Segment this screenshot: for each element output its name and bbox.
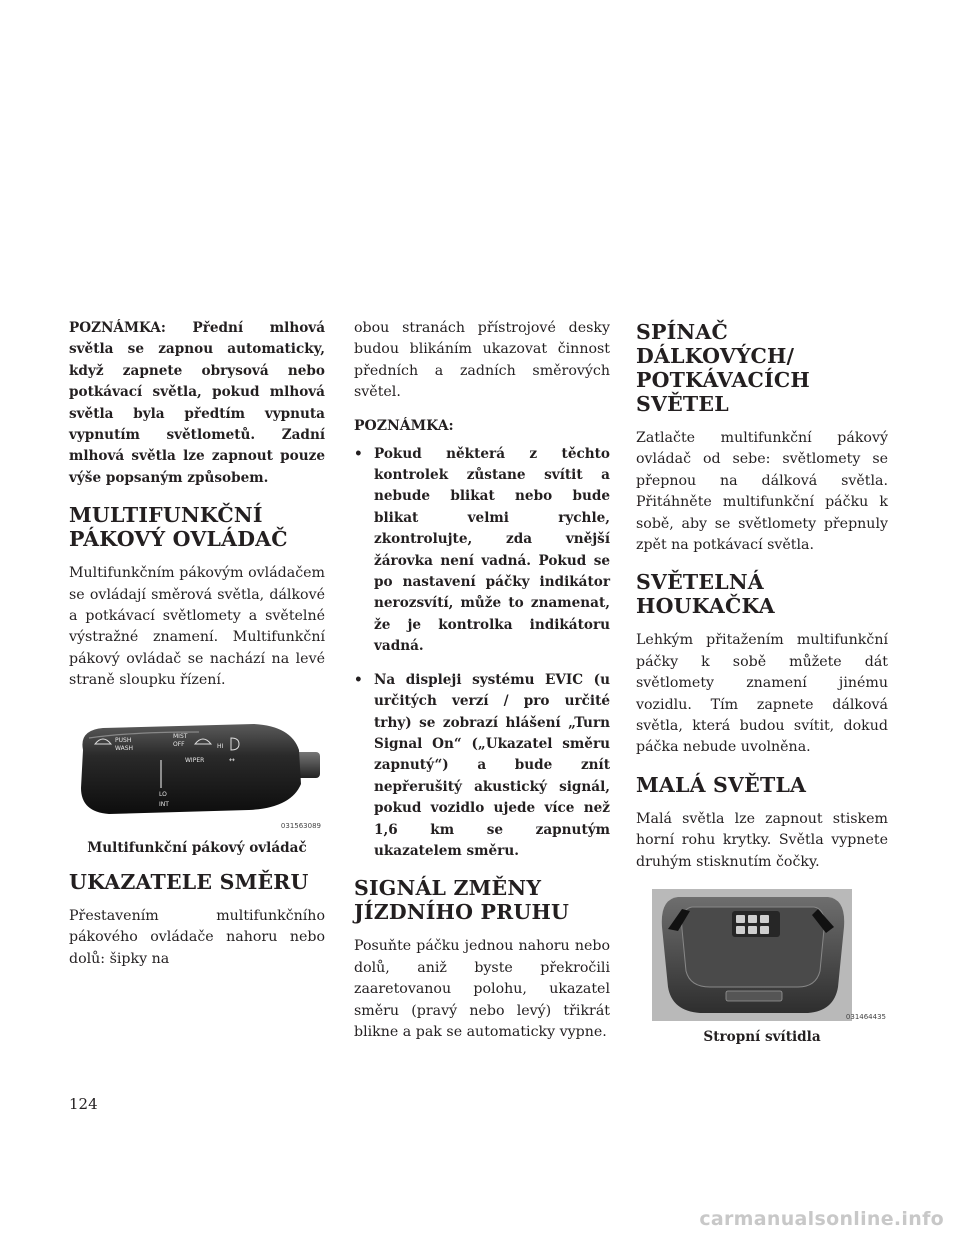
lever-label-hi: HI	[217, 742, 224, 750]
paragraph-turn-signals: Přestavením multifunkčního pákového ovládače nahoru nebo dolů: šipky na	[69, 907, 325, 967]
paragraph-flash-to-pass: Lehkým přitažením multifunkční páčky k sobě můžete dát světlomety znamení jinému vozidlu. Tím zapnete dálková světla, která budou svítit, dokud páčka nebude uvolněna.	[636, 632, 888, 756]
dome-light-figure	[636, 887, 888, 1025]
lever-label-wiper: WIPER	[185, 756, 205, 764]
heading-small-lights: MALÁ SVĚTLA	[636, 772, 807, 797]
figure-code-dome: 031464435	[845, 1013, 886, 1022]
column-3	[636, 318, 888, 1057]
note-list	[354, 444, 610, 863]
figure-caption-dome: Stropní svítidla	[703, 1029, 821, 1046]
lever-label-push: PUSH	[115, 736, 132, 744]
paragraph-beam-switch: Zatlačte multifunkční pákový ovládač od sebe: světlomety se přepnou na dálková světla. Přitáhněte multifunkční páčku k sobě, aby se světlomety přepnuly zpět na potkávací světla.	[636, 430, 888, 554]
fog-light-note: POZNÁMKA: Přední mlhová světla se zapnou automaticky, když zapnete obrysová nebo potkávací světla, pokud mlhová světla byla předtím vypnuta vypnutím světlometů. Zadní mlhová světla lze zapnout pouze výše popsaným způsobem.	[69, 320, 325, 486]
arrow-icon: ↔	[229, 755, 235, 764]
page-number: 124	[69, 1095, 98, 1113]
column-1	[69, 318, 325, 984]
heading-lane-change: SIGNÁL ZMĚNY JÍZDNÍHO PRUHU	[354, 876, 570, 925]
lever-label-wash: WASH	[115, 744, 134, 752]
lever-label-off: OFF	[173, 740, 185, 748]
heading-turn-signals: UKAZATELE SMĚRU	[69, 869, 309, 894]
paragraph-small-lights: Malá světla lze zapnout stiskem horní rohu krytky. Světla vypnete druhým stisknutím čočky.	[636, 810, 888, 870]
note-heading: POZNÁMKA:	[354, 417, 454, 434]
heading-multifunction-lever: MULTIFUNKČNÍ PÁKOVÝ OVLÁDAČ	[69, 503, 288, 552]
note-item: • Pokud některá z těchto kontrolek zůstane svítit a nebude blikat nebo bude blikat velmi rychle, zkontrolujte, zda vnější žárovka není vadná. Pokud se po nastavení páčky indikátor nerozsvítí, může to znamenat, že je kontrolka indikátoru vadná.	[354, 445, 610, 655]
column-2	[354, 318, 610, 1057]
lever-label-mist: MIST	[173, 732, 188, 740]
paragraph-multifunction-lever: Multifunkčním pákovým ovládačem se ovládají směrová světla, dálkové a potkávací světlomety a světelné výstražné znamení. Multifunkční pákový ovládač se nachází na levé straně sloupku řízení.	[69, 565, 325, 689]
note-item: • Na displeji systému EVIC (u určitých verzí / pro určité trhy) se zobrazí hlášení „Turn Signal On“ („Ukazatel směru zapnutý“) a bude znít nepřerušitý akustický signál, pokud vozidlo ujede více než 1,6 km se zapnutým ukazatelem směru.	[354, 671, 610, 859]
heading-flash-to-pass: SVĚTELNÁ HOUKAČKA	[636, 570, 775, 619]
heading-beam-switch: SPÍNAČ DÁLKOVÝCH/ POTKÁVACÍCH SVĚTEL	[636, 320, 810, 416]
watermark: carmanualsonline.info	[699, 1208, 944, 1230]
paragraph-turn-continue: obou stranách přístrojové desky budou blikáním ukazovat činnost předních a zadních směrových světel.	[354, 320, 610, 401]
multifunction-lever-figure	[69, 710, 325, 836]
multifunction-lever-illustration	[69, 710, 325, 830]
lever-label-int: INT	[159, 800, 169, 808]
paragraph-lane-change: Posuňte páčku jednou nahoru nebo dolů, aniž byste překročili zaaretovanou polohu, ukazatel směru (pravý nebo levý) třikrát blikne a pak se automaticky vypne.	[354, 938, 610, 1040]
lever-label-lo: LO	[159, 790, 167, 798]
figure-code: 031563089	[280, 821, 321, 830]
dome-light-illustration	[648, 887, 878, 1023]
figure-caption-lever: Multifunkční pákový ovládač	[87, 839, 307, 856]
